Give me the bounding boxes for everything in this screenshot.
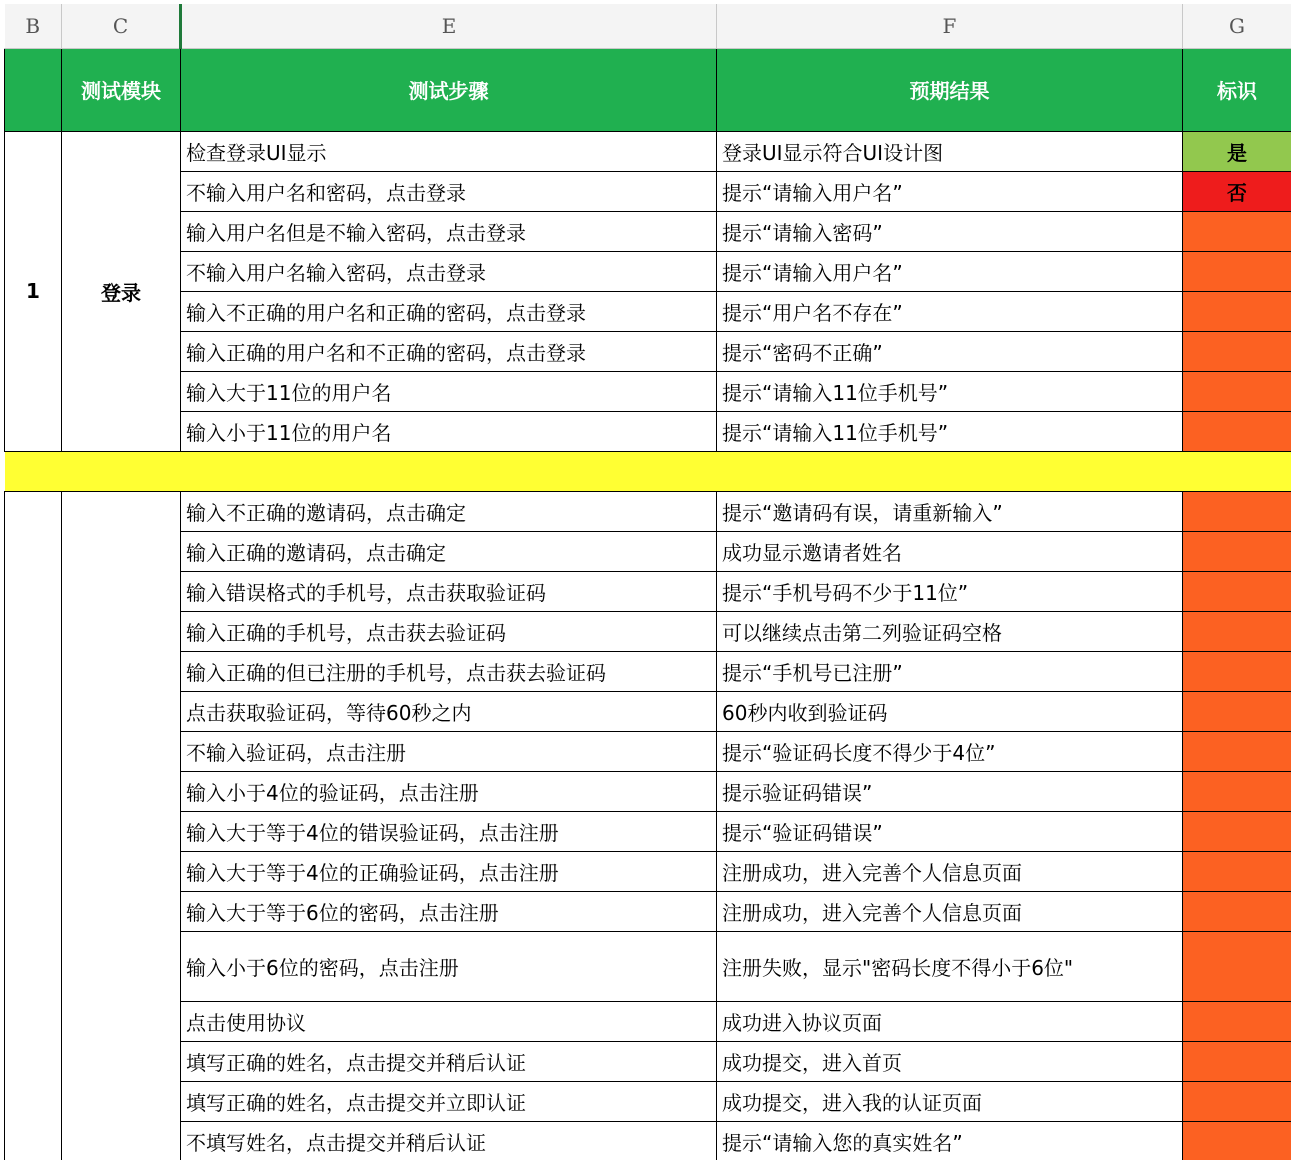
step-cell[interactable]: 输入正确的邀请码，点击确定 [181, 531, 717, 571]
flag-cell[interactable] [1183, 411, 1292, 451]
step-cell[interactable]: 输入用户名但是不输入密码，点击登录 [181, 211, 717, 251]
table-row [5, 371, 1292, 411]
step-cell[interactable]: 填写正确的姓名，点击提交并稍后认证 [181, 1041, 717, 1081]
flag-cell[interactable]: 否 [1183, 171, 1292, 211]
step-cell[interactable]: 点击获取验证码，等待60秒之内 [181, 691, 717, 731]
table-row [5, 811, 1292, 851]
step-cell[interactable]: 不输入验证码，点击注册 [181, 731, 717, 771]
flag-cell[interactable] [1183, 691, 1292, 731]
expected-cell[interactable]: 成功提交，进入我的认证页面 [717, 1081, 1183, 1121]
table-row [5, 131, 1292, 171]
step-cell[interactable]: 检查登录UI显示 [181, 131, 717, 171]
flag-cell[interactable] [1183, 731, 1292, 771]
table-row [5, 691, 1292, 731]
step-cell[interactable]: 输入小于4位的验证码，点击注册 [181, 771, 717, 811]
table-row [5, 1081, 1292, 1121]
flag-cell[interactable] [1183, 1121, 1292, 1160]
flag-cell[interactable] [1183, 1041, 1292, 1081]
step-cell[interactable]: 输入正确的但已注册的手机号，点击获去验证码 [181, 651, 717, 691]
expected-cell[interactable]: 60秒内收到验证码 [717, 691, 1183, 731]
flag-cell[interactable] [1183, 891, 1292, 931]
step-cell[interactable]: 输入正确的用户名和不正确的密码，点击登录 [181, 331, 717, 371]
table-row [5, 1001, 1292, 1041]
separator-row [5, 451, 1292, 491]
flag-cell[interactable] [1183, 331, 1292, 371]
step-cell[interactable]: 输入小于6位的密码，点击注册 [181, 931, 717, 1001]
expected-cell[interactable]: 提示“邀请码有误，请重新输入” [717, 491, 1183, 531]
title-expected-cell[interactable]: 预期结果 [717, 48, 1183, 131]
step-cell[interactable]: 输入大于等于6位的密码，点击注册 [181, 891, 717, 931]
table-row [5, 1121, 1292, 1160]
expected-cell[interactable]: 提示“密码不正确” [717, 331, 1183, 371]
case-index-cell[interactable]: 1 [5, 131, 62, 451]
column-header-row [5, 4, 1292, 48]
expected-cell[interactable]: 注册成功，进入完善个人信息页面 [717, 851, 1183, 891]
table-row [5, 851, 1292, 891]
module-cell[interactable]: 登录 [62, 131, 181, 451]
title-steps-cell[interactable]: 测试步骤 [181, 48, 717, 131]
step-cell[interactable]: 不输入用户名输入密码，点击登录 [181, 251, 717, 291]
table-row [5, 931, 1292, 1001]
flag-cell[interactable] [1183, 371, 1292, 411]
flag-cell[interactable] [1183, 611, 1292, 651]
table-row [5, 211, 1292, 251]
expected-cell[interactable]: 提示“请输入您的真实姓名” [717, 1121, 1183, 1160]
column-header-g[interactable]: G [1183, 4, 1292, 48]
flag-cell[interactable] [1183, 651, 1292, 691]
expected-cell[interactable]: 提示“请输入用户名” [717, 171, 1183, 211]
table-row [5, 291, 1292, 331]
title-index-cell[interactable] [5, 48, 62, 131]
step-cell[interactable]: 不填写姓名，点击提交并稍后认证 [181, 1121, 717, 1160]
column-header-f[interactable]: F [717, 4, 1183, 48]
table-row [5, 891, 1292, 931]
table-row [5, 1041, 1292, 1081]
table-row [5, 611, 1292, 651]
flag-cell[interactable] [1183, 211, 1292, 251]
title-module-cell[interactable]: 测试模块 [62, 48, 181, 131]
step-cell[interactable]: 输入错误格式的手机号，点击获取验证码 [181, 571, 717, 611]
separator-cell[interactable] [5, 451, 1292, 491]
column-header-c[interactable]: C [62, 4, 181, 48]
flag-cell[interactable] [1183, 811, 1292, 851]
table-row [5, 251, 1292, 291]
table-row [5, 171, 1292, 211]
step-cell[interactable]: 输入正确的手机号，点击获去验证码 [181, 611, 717, 651]
expected-cell[interactable]: 提示“验证码长度不得少于4位” [717, 731, 1183, 771]
expected-cell[interactable]: 提示“手机号已注册” [717, 651, 1183, 691]
expected-cell[interactable]: 成功提交，进入首页 [717, 1041, 1183, 1081]
step-cell[interactable]: 输入大于等于4位的正确验证码，点击注册 [181, 851, 717, 891]
table-row [5, 731, 1292, 771]
table-row [5, 491, 1292, 531]
flag-cell[interactable] [1183, 291, 1292, 331]
expected-cell[interactable]: 提示“请输入11位手机号” [717, 411, 1183, 451]
flag-cell[interactable] [1183, 1001, 1292, 1041]
step-cell[interactable]: 输入大于11位的用户名 [181, 371, 717, 411]
flag-cell[interactable] [1183, 931, 1292, 1001]
step-cell[interactable]: 点击使用协议 [181, 1001, 717, 1041]
expected-cell[interactable]: 登录UI显示符合UI设计图 [717, 131, 1183, 171]
expected-cell[interactable]: 提示“请输入用户名” [717, 251, 1183, 291]
expected-cell[interactable]: 提示“手机号码不少于11位” [717, 571, 1183, 611]
flag-cell[interactable] [1183, 1081, 1292, 1121]
table-row [5, 531, 1292, 571]
expected-cell[interactable]: 提示“用户名不存在” [717, 291, 1183, 331]
title-flag-cell[interactable]: 标识 [1183, 48, 1292, 131]
flag-cell[interactable] [1183, 531, 1292, 571]
step-cell[interactable]: 输入不正确的邀请码，点击确定 [181, 491, 717, 531]
column-header-e[interactable]: E [181, 4, 717, 48]
flag-cell[interactable] [1183, 491, 1292, 531]
step-cell[interactable]: 输入大于等于4位的错误验证码，点击注册 [181, 811, 717, 851]
table-row [5, 571, 1292, 611]
expected-cell[interactable]: 成功进入协议页面 [717, 1001, 1183, 1041]
expected-cell[interactable]: 提示“请输入11位手机号” [717, 371, 1183, 411]
table-row [5, 331, 1292, 371]
step-cell[interactable]: 填写正确的姓名，点击提交并立即认证 [181, 1081, 717, 1121]
title-row [5, 48, 1292, 131]
flag-cell[interactable] [1183, 251, 1292, 291]
expected-cell[interactable]: 提示“验证码错误” [717, 811, 1183, 851]
step-cell[interactable]: 输入小于11位的用户名 [181, 411, 717, 451]
expected-cell[interactable]: 提示验证码错误” [717, 771, 1183, 811]
case-index-cell[interactable] [5, 491, 62, 1160]
expected-cell[interactable]: 注册成功，进入完善个人信息页面 [717, 891, 1183, 931]
step-cell[interactable]: 输入不正确的用户名和正确的密码，点击登录 [181, 291, 717, 331]
expected-cell[interactable]: 成功显示邀请者姓名 [717, 531, 1183, 571]
table-row [5, 651, 1292, 691]
test-case-table [4, 4, 1291, 1160]
step-cell[interactable]: 不输入用户名和密码，点击登录 [181, 171, 717, 211]
table-row [5, 771, 1292, 811]
flag-cell[interactable] [1183, 571, 1292, 611]
expected-cell[interactable]: 可以继续点击第二列验证码空格 [717, 611, 1183, 651]
expected-cell[interactable]: 注册失败，显示"密码长度不得小于6位" [717, 931, 1183, 1001]
spreadsheet [4, 4, 1291, 1160]
flag-cell[interactable] [1183, 771, 1292, 811]
module-cell[interactable] [62, 491, 181, 1160]
column-header-b[interactable]: B [5, 4, 62, 48]
flag-cell[interactable] [1183, 851, 1292, 891]
table-row [5, 411, 1292, 451]
expected-cell[interactable]: 提示“请输入密码” [717, 211, 1183, 251]
flag-cell[interactable]: 是 [1183, 131, 1292, 171]
